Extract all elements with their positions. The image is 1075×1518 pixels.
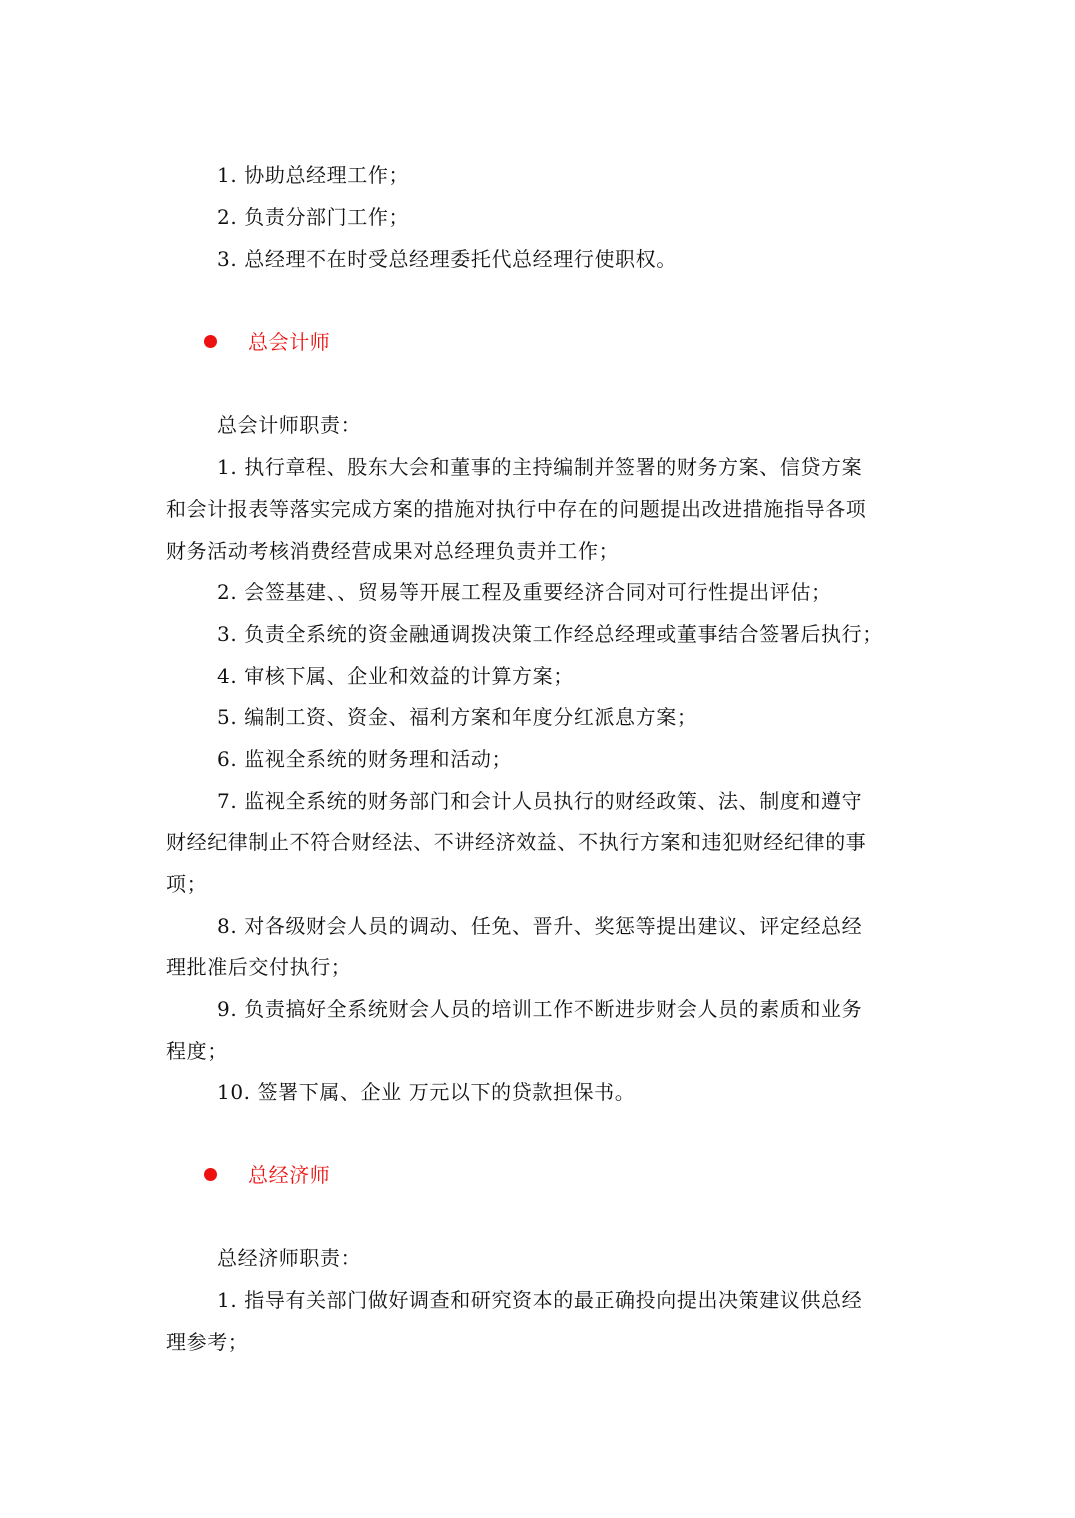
paragraph-line: 理批准后交付执行； <box>166 955 352 979</box>
bullet-icon <box>204 1168 217 1181</box>
paragraph-line: 理参考； <box>166 1330 249 1354</box>
paragraph-line: 财经纪律制止不符合财经法、不讲经济效益、不执行方案和违犯财经纪律的事 <box>166 830 867 854</box>
paragraph-line: 4. 审核下属、企业和效益的计算方案； <box>217 664 574 688</box>
paragraph-line: 5. 编制工资、资金、福利方案和年度分红派息方案； <box>217 705 698 729</box>
paragraph-line: 9. 负责搞好全系统财会人员的培训工作不断进步财会人员的素质和业务 <box>217 997 863 1021</box>
bullet-icon <box>204 335 217 348</box>
list-item: 1. 协助总经理工作； <box>217 163 410 187</box>
paragraph-line: 3. 负责全系统的资金融通调拨决策工作经总经理或董事结合签署后执行； <box>217 622 883 646</box>
paragraph-line: 8. 对各级财会人员的调动、任免、晋升、奖惩等提出建议、评定经总经 <box>217 914 863 938</box>
section-heading: 总会计师 <box>248 330 331 354</box>
list-item: 2. 负责分部门工作； <box>217 205 410 229</box>
section-heading: 总经济师 <box>248 1163 331 1187</box>
paragraph-line: 财务活动考核消费经营成果对总经理负责并工作； <box>166 539 620 563</box>
paragraph-line: 和会计报表等落实完成方案的措施对执行中存在的问题提出改进措施指导各项 <box>166 497 867 521</box>
paragraph-line: 6. 监视全系统的财务理和活动； <box>217 747 513 771</box>
paragraph-line: 10. 签署下属、企业 万元以下的贷款担保书。 <box>217 1080 636 1104</box>
list-item: 3. 总经理不在时受总经理委托代总经理行使职权。 <box>217 247 677 271</box>
paragraph-line: 1. 指导有关部门做好调查和研究资本的最正确投向提出决策建议供总经 <box>217 1288 863 1312</box>
paragraph-line: 1. 执行章程、股东大会和董事的主持编制并签署的财务方案、信贷方案 <box>217 455 863 479</box>
paragraph-line: 2. 会签基建、、贸易等开展工程及重要经济合同对可行性提出评估； <box>217 580 832 604</box>
paragraph-line: 7. 监视全系统的财务部门和会计人员执行的财经政策、法、制度和遵守 <box>217 789 863 813</box>
section-lead: 总会计师职责： <box>217 413 362 437</box>
paragraph-line: 项； <box>166 872 208 896</box>
section-lead: 总经济师职责： <box>217 1246 362 1270</box>
paragraph-line: 程度； <box>166 1039 228 1063</box>
